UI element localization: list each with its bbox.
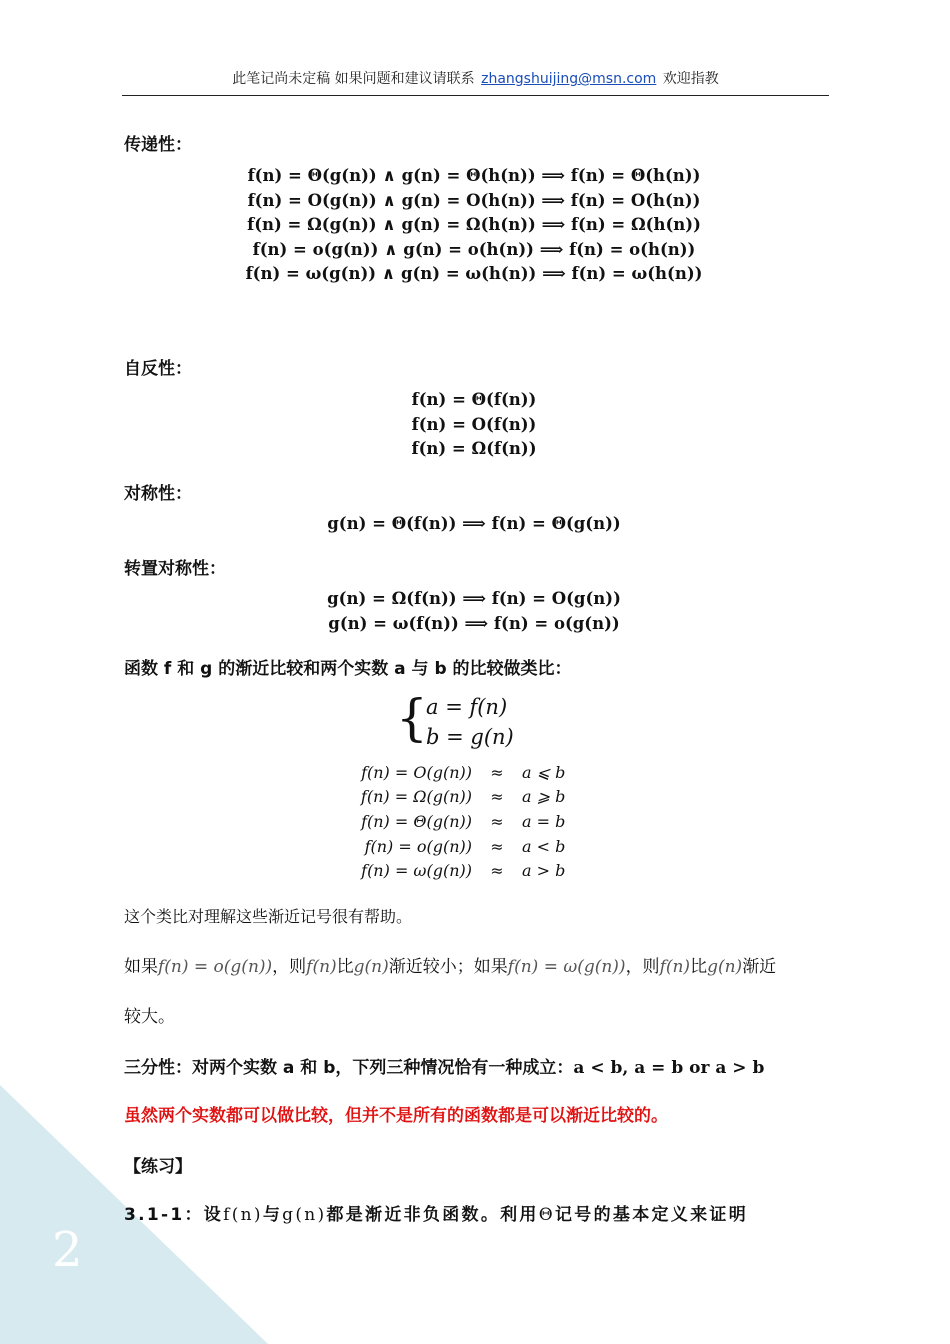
equation: f(n) = o(g(n)) ∧ g(n) = o(h(n)) ⟹ f(n) = o(h(n)) bbox=[252, 239, 696, 259]
section-title-symmetry: 对称性： bbox=[124, 484, 192, 504]
equation: g(n) = ω(f(n)) ⟹ f(n) = o(g(n)) bbox=[328, 613, 620, 633]
analogy-right: a > b bbox=[522, 861, 566, 881]
text: 比 bbox=[336, 957, 354, 977]
analogy-row bbox=[350, 834, 582, 859]
text: 都是渐近非负函数。利用 bbox=[326, 1205, 539, 1225]
math: f(n) bbox=[306, 957, 337, 977]
equation: f(n) = Θ(g(n)) ∧ g(n) = Θ(h(n)) ⟹ f(n) = Θ(h(n)) bbox=[247, 166, 701, 185]
section-title-transpose-symmetry: 转置对称性： bbox=[124, 559, 226, 579]
math: f(n) bbox=[659, 957, 691, 977]
system-line: a = f(n) bbox=[426, 695, 508, 719]
section-title-analogy: 函数 f 和 g 的渐近比较和两个实数 a 与 b 的比较做类比： bbox=[124, 659, 572, 679]
header-rule bbox=[122, 95, 829, 96]
symmetry-equations bbox=[124, 512, 824, 537]
section-title-transitivity: 传递性： bbox=[124, 135, 192, 155]
text: 渐近 bbox=[742, 957, 777, 977]
math: g(n) bbox=[282, 1205, 327, 1225]
analogy-approx: ≈ bbox=[490, 861, 504, 881]
page-number: 2 bbox=[52, 1222, 83, 1278]
text: 如果 bbox=[124, 957, 158, 977]
analogy-right: a = b bbox=[522, 811, 566, 831]
equation: f(n) = O(g(n)) ∧ g(n) = O(h(n)) ⟹ f(n) = O(h(n)) bbox=[247, 190, 701, 210]
equation: f(n) = Ω(f(n)) bbox=[411, 439, 537, 458]
header-text: 此笔记尚未定稿 如果问题和建议请联系 bbox=[232, 71, 475, 87]
text: 3.1-1：设 bbox=[124, 1205, 224, 1225]
equation: g(n) = Θ(f(n)) ⟹ f(n) = Θ(g(n)) bbox=[327, 514, 621, 533]
system-line: b = g(n) bbox=[426, 725, 514, 749]
warning-text: 虽然两个实数都可以做比较，但并不是所有的函数都是可以渐近比较的。 bbox=[124, 1106, 668, 1126]
text: 比 bbox=[690, 957, 708, 977]
analogy-row bbox=[350, 858, 582, 883]
equation: f(n) = Ω(g(n)) ∧ g(n) = Ω(h(n)) ⟹ f(n) = Ω(h(n)) bbox=[247, 215, 701, 234]
analogy-row bbox=[350, 785, 582, 810]
text: 记号的基本定义来证明 bbox=[555, 1205, 748, 1225]
math: f(n) = o(g(n)) bbox=[158, 957, 273, 977]
reflexivity-equations bbox=[124, 388, 824, 462]
analogy-approx: ≈ bbox=[490, 762, 504, 782]
header-text-end: 欢迎指教 bbox=[662, 71, 719, 87]
analogy-approx: ≈ bbox=[490, 787, 504, 807]
trichotomy bbox=[124, 1053, 764, 1078]
trichotomy-text: 三分性：对两个实数 a 和 b，下列三种情况恰有一种成立： bbox=[124, 1058, 574, 1078]
analogy-row bbox=[350, 760, 582, 785]
analogy-approx: ≈ bbox=[490, 836, 504, 856]
equation: f(n) = O(f(n)) bbox=[411, 414, 537, 434]
analogy-approx: ≈ bbox=[490, 811, 504, 831]
text: 与 bbox=[262, 1205, 283, 1225]
text: ，则 bbox=[272, 957, 307, 977]
analogy-left: f(n) = o(g(n)) bbox=[364, 836, 472, 856]
text: 渐近较小；如果 bbox=[388, 957, 508, 977]
transpose-symmetry-equations bbox=[124, 587, 824, 636]
transitivity-equations bbox=[124, 164, 824, 287]
analogy-left: f(n) = Ω(g(n)) bbox=[360, 787, 472, 807]
analogy-paragraph bbox=[124, 952, 776, 977]
exercise-question bbox=[124, 1200, 748, 1225]
analogy-row bbox=[350, 809, 582, 834]
math: g(n) bbox=[353, 957, 389, 977]
trichotomy-math: a < b, a = b or a > b bbox=[573, 1058, 765, 1078]
math: f(n) = ω(g(n)) bbox=[507, 957, 626, 977]
exercise-heading: 【练习】 bbox=[124, 1157, 192, 1177]
section-title-reflexivity: 自反性： bbox=[124, 359, 192, 379]
equation: f(n) = ω(g(n)) ∧ g(n) = ω(h(n)) ⟹ f(n) = ω(h(n)) bbox=[245, 264, 703, 283]
analogy-note: 这个类比对理解这些渐近记号很有帮助。 bbox=[124, 907, 413, 926]
text: ，则 bbox=[625, 957, 660, 977]
math: g(n) bbox=[707, 957, 743, 977]
equation: g(n) = Ω(f(n)) ⟹ f(n) = O(g(n)) bbox=[327, 589, 621, 608]
brace-icon: { bbox=[396, 689, 428, 747]
analogy-right: a < b bbox=[522, 836, 566, 856]
analogy-left: f(n) = ω(g(n)) bbox=[361, 861, 472, 881]
page-header bbox=[122, 68, 829, 88]
analogy-table bbox=[350, 760, 582, 883]
header-email-link[interactable]: zhangshuijing@msn.com bbox=[481, 71, 657, 87]
equation: f(n) = Θ(f(n)) bbox=[411, 390, 537, 409]
math: f(n) bbox=[223, 1205, 263, 1225]
analogy-right: a ⩾ b bbox=[522, 787, 566, 807]
analogy-right: a ⩽ b bbox=[522, 762, 566, 782]
analogy-paragraph-cont: 较大。 bbox=[124, 1007, 175, 1027]
analogy-left: f(n) = Θ(g(n)) bbox=[361, 811, 472, 831]
math: Θ bbox=[538, 1205, 555, 1225]
analogy-left: f(n) = O(g(n)) bbox=[361, 762, 472, 782]
